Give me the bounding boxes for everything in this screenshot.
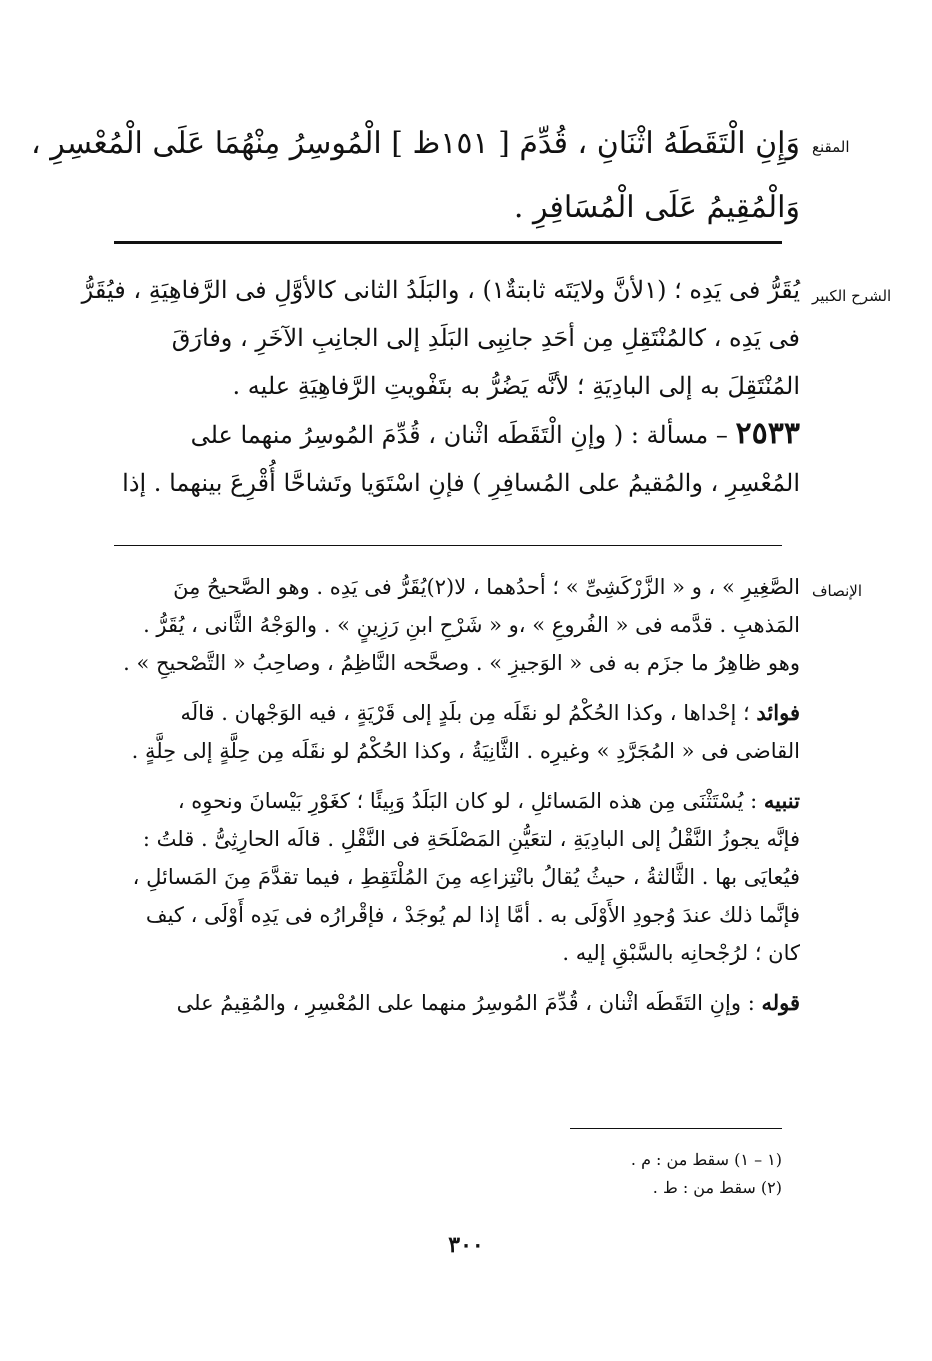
sharh-line-5: المُعْسِرِ ، والمُقيمُ على المُسافِرِ ) فإنِ اسْتَوَيا وتَشاحَّا أُقْرِعَ بينهما . إذا (122, 469, 800, 497)
divider-thin (114, 545, 782, 546)
label-sharh-kabir: الشرح الكبير (812, 287, 892, 305)
insaf-p3-line-2: فإنَّه يجوزُ النَّقْلُ إلى البادِيَةِ ، لتعَيُّنِ المَصْلَحَةِ فى النَّقْلِ . قالَه الحارِثِىُّ . قلتُ : (142, 827, 800, 851)
sharh-line-3: المُنْتَقِلَ به إلى البادِيَةِ ؛ لأنَّه يَضُرُّ به بتَفْويتِ الرَّفاهِيَةِ عليه . (232, 372, 800, 400)
insaf-p4-line-1: قوله : وإنِ التَقَطَه اثْنان ، قُدِّمَ المُوسِرُ منهما على المُعْسِرِ ، والمُقِيمُ على (176, 990, 800, 1015)
label-muqni: المقنع (812, 138, 850, 156)
insaf-p3-line-4: فإنَّما ذلك عندَ وُجودِ الأَوْلَى به . أمَّا إذا لم يُوجَدْ ، فإقْرارُه فى يَدِه أَوْلَى ، كيف (145, 903, 800, 927)
insaf-p3-line-1: تنبيه : يُسْتَثْنَى مِن هذه المَسائلِ ، لو كان البَلَدُ وَبِيئًا ؛ كغَوْرِ بَيْسانَ ونحوِه ، (177, 788, 800, 813)
divider-thick (114, 241, 782, 244)
sharh-text (81, 266, 800, 507)
insaf-p1-line-2: المَذهبِ . قدَّمه فى « الفُروعِ » ،و « شَرْحِ ابنِ رَزِينٍ » . والوَجْهُ الثَّانى ، يُقَرُّ . (143, 613, 800, 637)
issue-number: ٢٥٣٣ (735, 416, 800, 451)
insaf-p1-line-3: وهو ظاهِرُ ما جزَم به فى « الوَجيزِ » . وصحَّحه النَّاظِمُ ، وصاحِبُ « التَّصْحيحِ » . (123, 651, 800, 675)
insaf-text (100, 568, 800, 1022)
tanbih-label: تنبيه (763, 788, 800, 813)
footnote-2: (٢) سقط من : ط . (652, 1178, 782, 1197)
insaf-p2-line-1: فوائد ؛ إحْداها ، وكذا الحُكْمُ لو نقَلَه مِن بلَدٍ إلى قَرْيَةٍ ، فيه الوَجْهان . قالَه (180, 700, 800, 725)
sharh-line-4 (100, 410, 800, 459)
sharh-line-1: يُقَرُّ فى يَدِه ؛ (١لأنَّ ولايَتَه ثابتةٌ١) ، والبَلَدُ الثانى كالأوَّلِ فى الرَّفاهِيَةِ ، فيُقَرُّ (81, 276, 800, 304)
footnotes (400, 1146, 782, 1202)
matn-text (30, 112, 800, 240)
insaf-p3-line-3: فيُعايَى بها . الثَّالثةُ ، حيثُ يُقالُ بانْتِزاعِه مِنَ المُلْتَقِطِ ، فيما تقدَّمَ مِنَ المَسائلِ ، (132, 865, 800, 889)
page-number: ٣٠٠ (448, 1232, 484, 1258)
matn-line-2: وَالْمُقِيمُ عَلَى الْمُسَافِرِ . (513, 190, 800, 225)
label-insaf: الإنصاف (812, 582, 863, 600)
qawluh-label: قوله (761, 990, 800, 1015)
issue-text: – مسألة : ( وإنِ الْتَقَطَه اثْنان ، قُدِّمَ المُوسِرُ منهما على (190, 421, 736, 449)
insaf-p2-line-2: القاضى فى « المُجَرَّدِ » وغيرِه . الثَّانِيَةُ ، وكذا الحُكْمُ لو نقَلَه مِن حِلَّةٍ إلى حِلَّةٍ . (131, 739, 800, 763)
matn-line-1: وَإِنِ الْتَقَطَهُ اثْنَانِ ، قُدِّمَ [ ١٥١ظ ] الْمُوسِرُ مِنْهُمَا عَلَى الْمُعْسِرِ ، (30, 126, 800, 161)
footnote-divider (570, 1128, 782, 1129)
fawaid-label: فوائد (756, 700, 800, 725)
sharh-line-2: فى يَدِه ، كالمُنْتَقِلِ مِن أحَدِ جانِبِى البَلَدِ إلى الجانِبِ الآخَرِ ، وفارَقَ (171, 324, 800, 352)
insaf-p1-line-1: الصَّغِيرِ » ، و « الزَّرْكَشِىِّ » ؛ أحدُهما ، لا(٢)يُقَرُّ فى يَدِه . وهو الصَّحيحُ مِنَ (173, 575, 800, 599)
insaf-p3-line-5: كان ؛ لرُجْحانِه بالسَّبْقِ إليه . (562, 941, 800, 965)
footnote-1: (١ – ١) سقط من : م . (630, 1150, 782, 1169)
